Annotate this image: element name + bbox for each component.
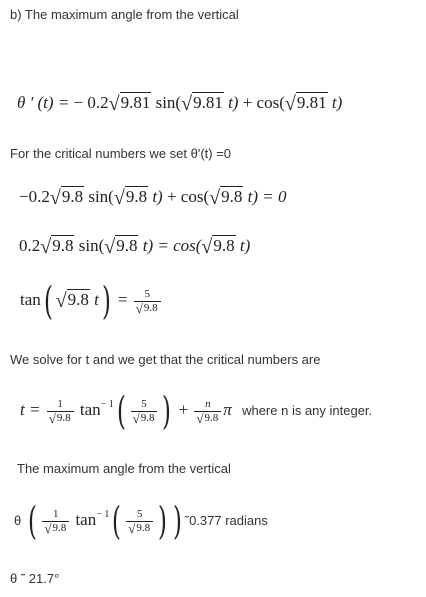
- eq3-rad3: 9.8: [213, 236, 235, 255]
- eq5-den1: 9.8: [56, 411, 71, 424]
- eq6-num2: 5: [136, 507, 143, 520]
- eq1-sin: sin(: [155, 93, 182, 112]
- eq2-rad1: 9.8: [61, 187, 84, 206]
- max-angle-text: The maximum angle from the vertical: [17, 461, 231, 476]
- eq5-num2: 5: [141, 397, 147, 410]
- eq2-t1: t): [152, 187, 163, 206]
- critical-text: For the critical numbers we set θ'(t) =0: [10, 146, 232, 161]
- eq5-num1: 1: [57, 397, 63, 410]
- eq1-t1: t): [228, 93, 239, 112]
- eq4-tan: tan: [20, 289, 41, 309]
- eq5-frac2: $\frac{5}{√9.8}$: [131, 398, 158, 425]
- eq3-sin: sin(: [78, 236, 105, 255]
- eq5-note: where n is any integer.: [242, 402, 373, 418]
- solve-text: We solve for t and we get that the critical numbers are: [10, 352, 321, 367]
- eq4-fraction: $\frac{5}{√9.8}$: [134, 288, 161, 315]
- eq6-den2: 9.8: [136, 521, 151, 534]
- eq4-den: 9.8: [143, 301, 158, 314]
- eq1-rad3: 9.81: [296, 93, 327, 112]
- eq3-t2: t): [239, 236, 251, 255]
- eq1-lhs: θ ' (t) =: [17, 93, 70, 112]
- eq1-coef: − 0.2: [73, 93, 109, 112]
- eq6-inv: − 1: [96, 508, 110, 520]
- eq1-rad2: 9.81: [193, 93, 223, 112]
- eq3-rad1: 9.8: [52, 236, 74, 255]
- equation-rearranged: 0.2√9.8 sin(√9.8 t) = cos(√9.8 t): [19, 236, 251, 258]
- eq4-num: 5: [144, 287, 150, 300]
- eq4-t: t: [94, 289, 99, 309]
- eq2-t2: t) = 0: [247, 187, 287, 206]
- eq1-plus: + cos(: [242, 93, 285, 112]
- max-angle-equation: θ ( $\frac{1}{√9.8}$ $\tan^{- 1}$( $\frac{5}{√9.8}$ ) ) ˜0.377 radians: [14, 499, 268, 543]
- eq4-rad: 9.8: [67, 289, 89, 309]
- eq4-eq: =: [117, 289, 128, 309]
- eq5-den2: 9.8: [140, 411, 155, 424]
- eq6-frac1: $\frac{1}{√9.8}$: [42, 508, 69, 535]
- critical-numbers-equation: t = $\frac{1}{√9.8}$ $\tan^{- 1}$( $\frac{5}{√9.8}$ ) + $\frac{n}{√9.8}$ π where n is any integer.: [20, 389, 373, 433]
- eq5-frac1: $\frac{1}{√9.8}$: [47, 398, 74, 425]
- final-answer: θ ˜ 21.7°: [10, 571, 60, 586]
- eq5-frac3: $\frac{n}{√9.8}$: [194, 398, 221, 425]
- eq6-tan: tan: [75, 509, 97, 529]
- eq5-num3: n: [205, 397, 211, 410]
- eq2-rad3: 9.8: [221, 187, 243, 206]
- eq5-den3: 9.8: [204, 411, 219, 424]
- eq1-rad1: 9.81: [120, 93, 151, 112]
- derivative-equation: θ ' (t) = − 0.2√9.81 sin(√9.81 t) + cos(√9.81 t): [17, 93, 343, 115]
- eq1-t2: t): [331, 93, 343, 112]
- tan-equation: tan( √9.8 t) = $\frac{5}{√9.8}$: [20, 282, 163, 320]
- equation-set-zero: −0.2√9.8 sin(√9.8 t) + cos(√9.8 t) = 0: [19, 187, 287, 209]
- eq5-tan: tan: [79, 399, 101, 419]
- eq5-inv: − 1: [100, 398, 114, 410]
- eq6-frac2: $\frac{5}{√9.8}$: [126, 508, 153, 535]
- eq5-lhs: t =: [20, 399, 41, 419]
- eq2-coef: −0.2: [19, 187, 50, 206]
- eq3-rad2: 9.8: [116, 236, 138, 255]
- eq6-den1: 9.8: [52, 521, 67, 534]
- eq5-pi: π: [223, 399, 232, 419]
- section-heading: b) The maximum angle from the vertical: [10, 7, 239, 22]
- eq2-plus: + cos(: [166, 187, 210, 206]
- eq6-result: ˜0.377 radians: [184, 512, 268, 528]
- eq6-num1: 1: [53, 507, 59, 520]
- eq5-plus: +: [178, 399, 189, 419]
- eq2-rad2: 9.8: [125, 187, 148, 206]
- eq3-t1: t) = cos(: [142, 236, 202, 255]
- eq6-theta: θ: [14, 512, 22, 528]
- eq3-coef: 0.2: [19, 236, 41, 255]
- eq2-sin: sin(: [88, 187, 114, 206]
